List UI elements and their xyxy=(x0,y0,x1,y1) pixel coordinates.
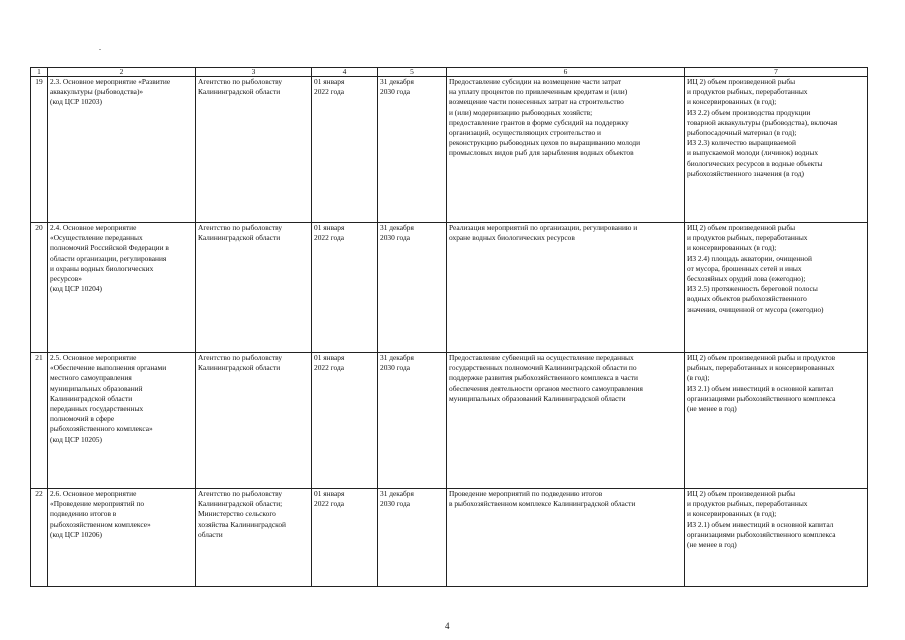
cell-line: рыбохозяйственного комплекса» xyxy=(50,424,153,434)
cell-line: переданных государственных xyxy=(50,404,144,414)
cell-line: значения, очищенной от мусора (ежегодно) xyxy=(687,304,824,314)
header-cell: 7 xyxy=(685,68,868,77)
end-date-cell xyxy=(378,77,447,223)
cell-line: 2022 года xyxy=(314,233,344,243)
page-number: 4 xyxy=(445,621,450,631)
cell-line: «Проведение мероприятий по xyxy=(50,499,145,509)
cell-line: 2030 года xyxy=(380,363,410,373)
cell-line: организациями рыбохозяйственного комплекса xyxy=(687,393,836,403)
cell-line: местного самоуправления xyxy=(50,373,132,383)
executor-cell xyxy=(196,223,312,353)
cell-line: водных объектов рыбохозяйственного xyxy=(687,294,807,304)
event-cell xyxy=(48,77,196,223)
cell-line: (не менее в год) xyxy=(687,404,737,414)
cell-line: ИЗ 2.3) количество выращиваемой xyxy=(687,138,796,148)
cell-line: организаций, осуществляющих строительство и xyxy=(449,128,601,138)
cell-line: Калининградской области xyxy=(198,233,281,243)
cell-line: 01 января xyxy=(314,489,345,498)
row-number: 21 xyxy=(31,353,48,489)
cell-line: области организации, регулирования xyxy=(50,253,167,263)
cell-line: товарной аквакультуры (рыбоводства), включая xyxy=(687,117,838,127)
cell-line: предоставление грантов в форме субсидий на поддержку xyxy=(449,117,629,127)
cell-line: Агентство по рыболовству xyxy=(198,489,283,498)
cell-line: области xyxy=(198,529,223,539)
row-number: 20 xyxy=(31,223,48,353)
cell-line: государственных полномочий Калининградской области по xyxy=(449,363,637,373)
cell-line: ИЦ 2) объем произведенной рыбы xyxy=(687,77,796,86)
cell-line: муниципальных образований xyxy=(50,383,143,393)
cell-line: на уплату процентов по привлеченным кредитам и (или) xyxy=(449,87,628,97)
cell-line: рыбохозяйственном комплексе» xyxy=(50,519,151,529)
cell-line: ИЦ 2) объем произведенной рыбы xyxy=(687,223,796,232)
cell-line: 2022 года xyxy=(314,87,344,97)
cell-line: биологических ресурсов в водные объекты xyxy=(687,158,823,168)
cell-line: (не менее в год) xyxy=(687,540,737,550)
cell-line: Калининградской области xyxy=(198,87,281,97)
cell-line: 2.5. Основное мероприятие xyxy=(50,353,137,362)
result-cell xyxy=(447,489,685,587)
cell-line: организациями рыбохозяйственного комплекса xyxy=(687,529,836,539)
cell-line: ИЦ 2) объем произведенной рыбы xyxy=(687,489,796,498)
start-date-cell xyxy=(312,223,378,353)
cell-line: и консервированных (в год); xyxy=(687,243,777,253)
cell-line: муниципальных образований Калининградской области xyxy=(449,393,626,403)
start-date-cell xyxy=(312,353,378,489)
cell-line: подведению итогов в xyxy=(50,509,117,519)
cell-line: возмещение части понесенных затрат на строительство xyxy=(449,97,624,107)
cell-line: ИЗ 2.2) объем производства продукции xyxy=(687,107,811,117)
cell-line: в рыбохозяйственном комплексе Калининградской области xyxy=(449,499,636,509)
cell-line: ИЦ 2) объем произведенной рыбы и продуктов xyxy=(687,353,836,362)
start-date-cell xyxy=(312,489,378,587)
cell-line: аквакультуры (рыбоводства)» xyxy=(50,87,144,97)
cell-line: реконструкцию рыбоводных цехов по выращиванию молоди xyxy=(449,138,641,148)
column-number-header xyxy=(31,68,868,77)
header-cell: 6 xyxy=(447,68,685,77)
end-date-cell xyxy=(378,489,447,587)
cell-line: (код ЦСР 10206) xyxy=(50,529,102,539)
cell-line: бесхозяйных орудий лова (ежегодно); xyxy=(687,274,806,284)
result-cell xyxy=(447,77,685,223)
cell-line: «Обеспечение выполнения органами xyxy=(50,363,167,373)
table-row xyxy=(31,353,868,489)
indicators-cell xyxy=(685,489,868,587)
cell-line: хозяйства Калининградской xyxy=(198,519,287,529)
cell-line: 01 января xyxy=(314,77,345,86)
cell-line: 31 декабря xyxy=(380,77,414,86)
end-date-cell xyxy=(378,223,447,353)
cell-line: 2022 года xyxy=(314,363,344,373)
cell-line: Калининградской области xyxy=(50,393,133,403)
cell-line: 2030 года xyxy=(380,233,410,243)
indicators-cell xyxy=(685,353,868,489)
indicators-cell xyxy=(685,223,868,353)
event-cell xyxy=(48,223,196,353)
cell-line: охране водных биологических ресурсов xyxy=(449,233,575,243)
cell-line: ИЗ 2.1) объем инвестиций в основной капитал xyxy=(687,383,834,393)
measures-table xyxy=(30,67,868,587)
cell-line: 2030 года xyxy=(380,499,410,509)
cell-line: 31 декабря xyxy=(380,353,414,362)
cell-line: поддержке развития рыбохозяйственного комплекса в части xyxy=(449,373,638,383)
cell-line: Министерство сельского xyxy=(198,509,276,519)
cell-line: рыбных, переработанных и консервированных xyxy=(687,363,835,373)
cell-line: 01 января xyxy=(314,223,345,232)
start-date-cell xyxy=(312,77,378,223)
cell-line: (код ЦСР 10205) xyxy=(50,434,102,444)
cell-line: и консервированных (в год); xyxy=(687,509,777,519)
executor-cell xyxy=(196,489,312,587)
cell-line: Реализация мероприятий по организации, регулированию и xyxy=(449,223,638,232)
cell-line: полномочий Российской Федерации в xyxy=(50,243,169,253)
cell-line: 2022 года xyxy=(314,499,344,509)
table-row xyxy=(31,489,868,587)
event-cell xyxy=(48,489,196,587)
header-cell: 4 xyxy=(312,68,378,77)
cell-line: ИЗ 2.4) площадь акватории, очищенной xyxy=(687,253,812,263)
indicators-cell xyxy=(685,77,868,223)
cell-line: 31 декабря xyxy=(380,489,414,498)
cell-line: (в год); xyxy=(687,373,710,383)
cell-line: ИЗ 2.5) протяженность береговой полосы xyxy=(687,284,818,294)
cell-line: Агентство по рыболовству xyxy=(198,77,283,86)
cell-line: (код ЦСР 10204) xyxy=(50,284,102,294)
cell-line: и выпускаемой молоди (личинок) водных xyxy=(687,148,819,158)
cell-line: Калининградской области; xyxy=(198,499,283,509)
executor-cell xyxy=(196,77,312,223)
cell-line: Агентство по рыболовству xyxy=(198,223,283,232)
cell-line: Предоставление субвенций на осуществление переданных xyxy=(449,353,634,362)
cell-line: Агентство по рыболовству xyxy=(198,353,283,362)
table-row xyxy=(31,223,868,353)
event-cell xyxy=(48,353,196,489)
page-mark: . xyxy=(99,43,101,52)
cell-line: (код ЦСР 10203) xyxy=(50,97,102,107)
cell-line: ресурсов» xyxy=(50,274,82,284)
cell-line: полномочий в сфере xyxy=(50,414,115,424)
cell-line: 2.6. Основное мероприятие xyxy=(50,489,137,498)
cell-line: и охраны водных биологических xyxy=(50,263,154,273)
end-date-cell xyxy=(378,353,447,489)
result-cell xyxy=(447,223,685,353)
cell-line: и консервированных (в год); xyxy=(687,97,777,107)
table-row xyxy=(31,77,868,223)
cell-line: Калининградской области xyxy=(198,363,281,373)
cell-line: и продуктов рыбных, переработанных xyxy=(687,233,808,243)
cell-line: «Осуществление переданных xyxy=(50,233,143,243)
row-number: 22 xyxy=(31,489,48,587)
cell-line: 2.3. Основное мероприятие «Развитие xyxy=(50,77,171,86)
cell-line: промысловых видов рыб для зарыбления водных объектов xyxy=(449,148,634,158)
header-cell: 3 xyxy=(196,68,312,77)
header-cell: 1 xyxy=(31,68,48,77)
cell-line: от мусора, брошенных сетей и иных xyxy=(687,263,802,273)
cell-line: и (или) модернизацию рыбоводных хозяйств; xyxy=(449,107,593,117)
header-cell: 5 xyxy=(378,68,447,77)
cell-line: 2.4. Основное мероприятие xyxy=(50,223,137,232)
result-cell xyxy=(447,353,685,489)
cell-line: рыбопосадочный материал (в год); xyxy=(687,128,797,138)
executor-cell xyxy=(196,353,312,489)
row-number: 19 xyxy=(31,77,48,223)
cell-line: рыбохозяйственного значения (в год) xyxy=(687,168,804,178)
cell-line: Предоставление субсидии на возмещение части затрат xyxy=(449,77,622,86)
cell-line: и продуктов рыбных, переработанных xyxy=(687,499,808,509)
cell-line: 2030 года xyxy=(380,87,410,97)
cell-line: Проведение мероприятий по подведению итогов xyxy=(449,489,603,498)
cell-line: обеспечения деятельности органов местного самоуправления xyxy=(449,383,643,393)
cell-line: 31 декабря xyxy=(380,223,414,232)
header-cell: 2 xyxy=(48,68,196,77)
cell-line: 01 января xyxy=(314,353,345,362)
cell-line: и продуктов рыбных, переработанных xyxy=(687,87,808,97)
cell-line: ИЗ 2.1) объем инвестиций в основной капитал xyxy=(687,519,834,529)
